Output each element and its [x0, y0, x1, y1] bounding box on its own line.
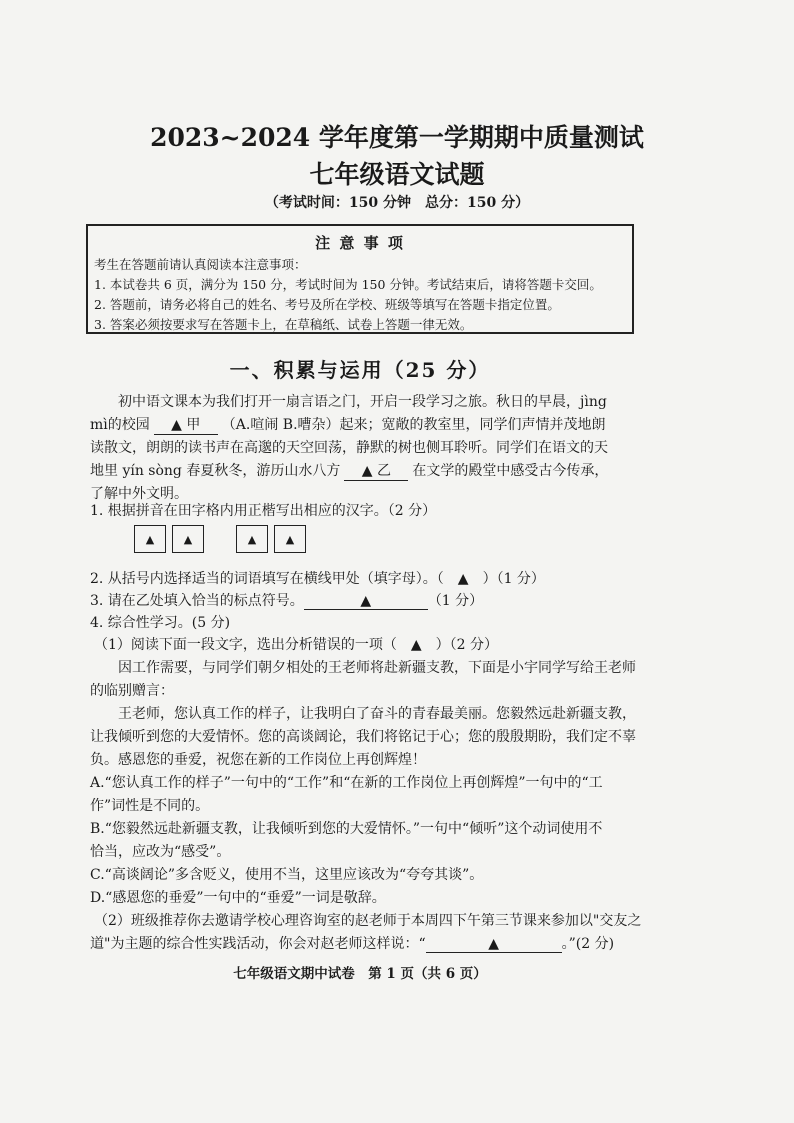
exam-subtitle: 七年级语文试题: [309, 160, 485, 189]
letter-line: 让我倾听到您的大爱情怀。您的高谈阔论，我们将铭记于心；您的殷殷期盼，我们定不辜: [90, 729, 636, 745]
tianzige-cell[interactable]: [274, 525, 306, 553]
letter-line: 王老师，您认真工作的样子，让我明白了奋斗的青春最美丽。您毅然远赴新疆支教，: [118, 706, 636, 722]
tianzige-group-2: [236, 525, 295, 555]
passage-line: [90, 414, 606, 435]
passage-text: mì的校园: [90, 417, 150, 433]
blank-jia: ▲ 甲: [154, 414, 218, 435]
notice-item: 3. 答案必须按要求写在答题卡上，在草稿纸、试卷上答题一律无效。: [94, 317, 473, 332]
question-4-2-text: 道"为主题的综合性实践活动，你会对赵老师这样说：“: [90, 936, 426, 952]
question-4-2: （2）班级推荐你去邀请学校心理咨询室的赵老师于本周四下午第三节课来参加以"交友之: [94, 913, 642, 929]
tianzige-cell[interactable]: [236, 525, 268, 553]
section-title: 一、积累与运用（25 分）: [229, 358, 491, 382]
tianzige-group-1: [134, 525, 193, 555]
option-b: B.“您毅然远赴新疆支教，让我倾听到您的大爱情怀。”一句中“倾听”这个动词使用不: [90, 821, 603, 837]
notice-item: 2. 答题前，请务必将自己的姓名、考号及所在学校、班级等填写在答题卡指定位置。: [94, 297, 560, 312]
tianzige-cell[interactable]: [172, 525, 204, 553]
notice-heading: 注 意 事 项: [315, 234, 405, 252]
option-b-cont: 恰当，应改为“感受”。: [90, 844, 231, 860]
passage-line: 了解中外文明。: [90, 486, 188, 502]
question-3-score: （1 分）: [427, 593, 484, 609]
exam-title: 2023~2024 学年度第一学期期中质量测试: [150, 123, 644, 152]
passage-text: 地里 yín sòng 春夏秋冬，游历山水八方: [90, 463, 341, 479]
passage-line: 初中语文课本为我们打开一扇言语之门，开启一段学习之旅。秋日的早晨，jìng: [118, 394, 607, 410]
notice-box: [86, 224, 634, 334]
passage-text: （A.喧闹 B.嘈杂）起来；宽敞的教室里，同学们声情并茂地朗: [221, 417, 606, 433]
answer-mark: ▲: [183, 532, 193, 546]
option-c: C.“高谈阔论”多含贬义，使用不当，这里应该改为“夸夸其谈”。: [90, 867, 484, 883]
question-4-2-score: 。”(2 分): [561, 936, 615, 952]
answer-mark: ▲: [285, 532, 295, 546]
passage-line: 读散文，朗朗的读书声在高邈的天空回荡，静默的树也侧耳聆听。同学们在语文的天: [90, 440, 608, 456]
option-d: D.“感恩您的垂爱”一句中的“垂爱”一词是敬辞。: [90, 890, 386, 906]
passage-text: 在文学的殿堂中感受古今传承，: [412, 463, 609, 479]
tianzige-cell[interactable]: [134, 525, 166, 553]
question-4-1: （1）阅读下面一段文字，选出分析错误的一项（ ▲ ）（2 分）: [94, 637, 499, 653]
answer-mark: ▲: [247, 532, 257, 546]
notice-item: 1. 本试卷共 6 页，满分为 150 分，考试时间为 150 分钟。考试结束后，请将答题卡交回。: [94, 277, 602, 292]
question-4-1-intro: 的临别赠言：: [90, 683, 174, 699]
question-2: 2. 从括号内选择适当的词语填写在横线甲处（填字母）。（ ▲ ）（1 分）: [90, 571, 545, 587]
blank-yi: ▲ 乙: [344, 460, 408, 481]
option-a: A.“您认真工作的样子”一句中的“工作”和“在新的工作岗位上再创辉煌”一句中的“工: [90, 775, 603, 791]
page-footer: 七年级语文期中试卷 第 1 页（共 6 页）: [233, 966, 487, 982]
exam-info: （考试时间：150 分钟 总分：150 分）: [264, 195, 530, 211]
question-1: 1. 根据拼音在田字格内用正楷写出相应的汉字。（2 分）: [90, 503, 437, 519]
notice-intro: 考生在答题前请认真阅读本注意事项：: [94, 257, 307, 272]
answer-mark: ▲: [145, 532, 155, 546]
question-3-text: 3. 请在乙处填入恰当的标点符号。: [90, 593, 304, 609]
option-a-cont: 作”词性是不同的。: [90, 798, 210, 814]
question-4-1-intro: 因工作需要，与同学们朝夕相处的王老师将赴新疆支教，下面是小宇同学写给王老师: [118, 660, 636, 676]
question-4: 4. 综合性学习。(5 分): [90, 615, 231, 631]
passage-line: [90, 460, 608, 481]
question-4-2-cont: [90, 933, 614, 953]
question-3-blank[interactable]: ▲: [304, 593, 428, 610]
question-4-2-blank[interactable]: ▲: [426, 936, 562, 953]
letter-line: 负。感恩您的垂爱，祝您在新的工作岗位上再创辉煌！: [90, 752, 426, 768]
question-3: [90, 590, 483, 610]
